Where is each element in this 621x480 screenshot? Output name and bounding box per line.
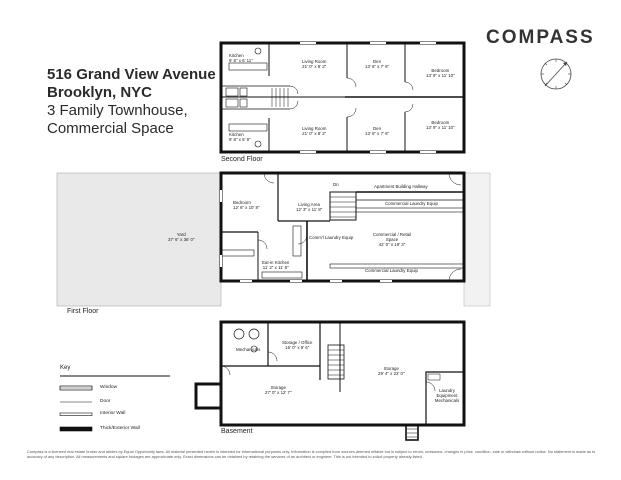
address-line-2: Brooklyn, NYC [47,84,153,101]
exterior-wall-symbol [60,427,92,431]
key-label-door: Door [100,399,111,404]
room-label: Yard 37' 6" x 36' 0" [168,232,195,242]
yard-area [57,173,221,306]
key-title: Key [60,365,71,371]
room-label: Laundry Equipment Mechanicals [434,388,460,403]
interior-wall-symbol [60,413,92,416]
key-label-exterior-wall: Thick/Exterior Wall [100,426,140,431]
compass-logo: COMPASS [486,27,595,48]
room-label: Mechanicals [236,347,261,352]
room-label: Bedroom 13' 9" x 11' 10" [426,120,455,130]
key-label-interior-wall: Interior Wall [100,411,126,416]
room-label: Commercial Laundry Equip [365,268,418,273]
room-label: Storage 27' 0" x 12' 7" [265,385,292,395]
room-label: Bedroom 13' 9" x 11' 10" [426,68,455,78]
second-floor-label: Second Floor [221,156,263,163]
room-label: Living Room 21' 0" x 8' 2" [302,59,327,69]
room-label: Storage / Office 16' 0" x 9' 6" [282,340,313,350]
room-label: Storage 29' 4" x 23' 0" [378,366,405,376]
first-floor-label: First Floor [67,308,99,315]
address-line-1: 516 Grand View Avenue [47,66,216,83]
room-label: Dn [333,182,339,187]
room-label: Bedroom 12' 6" x 10' 8" [233,200,260,210]
room-label: Den 13' 6" x 7' 6" [365,126,390,136]
key-label-window: Window [100,385,118,390]
description-line-2: Commercial Space [47,120,174,137]
first-floor-plan [57,173,490,306]
legal-disclaimer: Compass is a licensed real estate broker and abides by Equal Opportunity laws. All material presented herein is intended for informational purposes only. Information is compiled from sources deemed reliable but is subject to errors, omissions, changes in price, condition, sale or withdraw without notice. No statement is made as to accuracy of any description. All measurements and square footages are approximate only. Exact dimensions can be obtained by retaining the services of an architect or engineer. This is not intended to solicit property already listed. [27,449,596,459]
room-label: Den 13' 6" x 7' 6" [365,59,390,69]
room-label: Living Room 21' 0" x 8' 2" [302,126,327,136]
description-line-1: 3 Family Townhouse, [47,102,188,119]
second-floor-plan [221,43,464,152]
room-label: Kitchen 9' 8" x 6' 9" [229,132,251,142]
compass-rose-icon [541,59,571,89]
room-label: Commercial / Retail Space 42' 0" x 19' 3" [372,232,412,247]
room-label: Commercial Laundry Equip [385,201,438,206]
basement-label: Basement [221,428,253,435]
basement-plan [196,322,464,440]
room-label: Apartment Building Hallway [374,184,428,189]
room-label: Comm'l Laundry Equip [309,235,354,240]
room-label: Kitchen 9' 8" x 6' 11" [229,53,253,63]
room-label: Eat-in Kitchen 11' 2" x 11' 8" [262,260,290,270]
room-label: Living Area 12' 3" x 11' 8" [296,202,323,212]
